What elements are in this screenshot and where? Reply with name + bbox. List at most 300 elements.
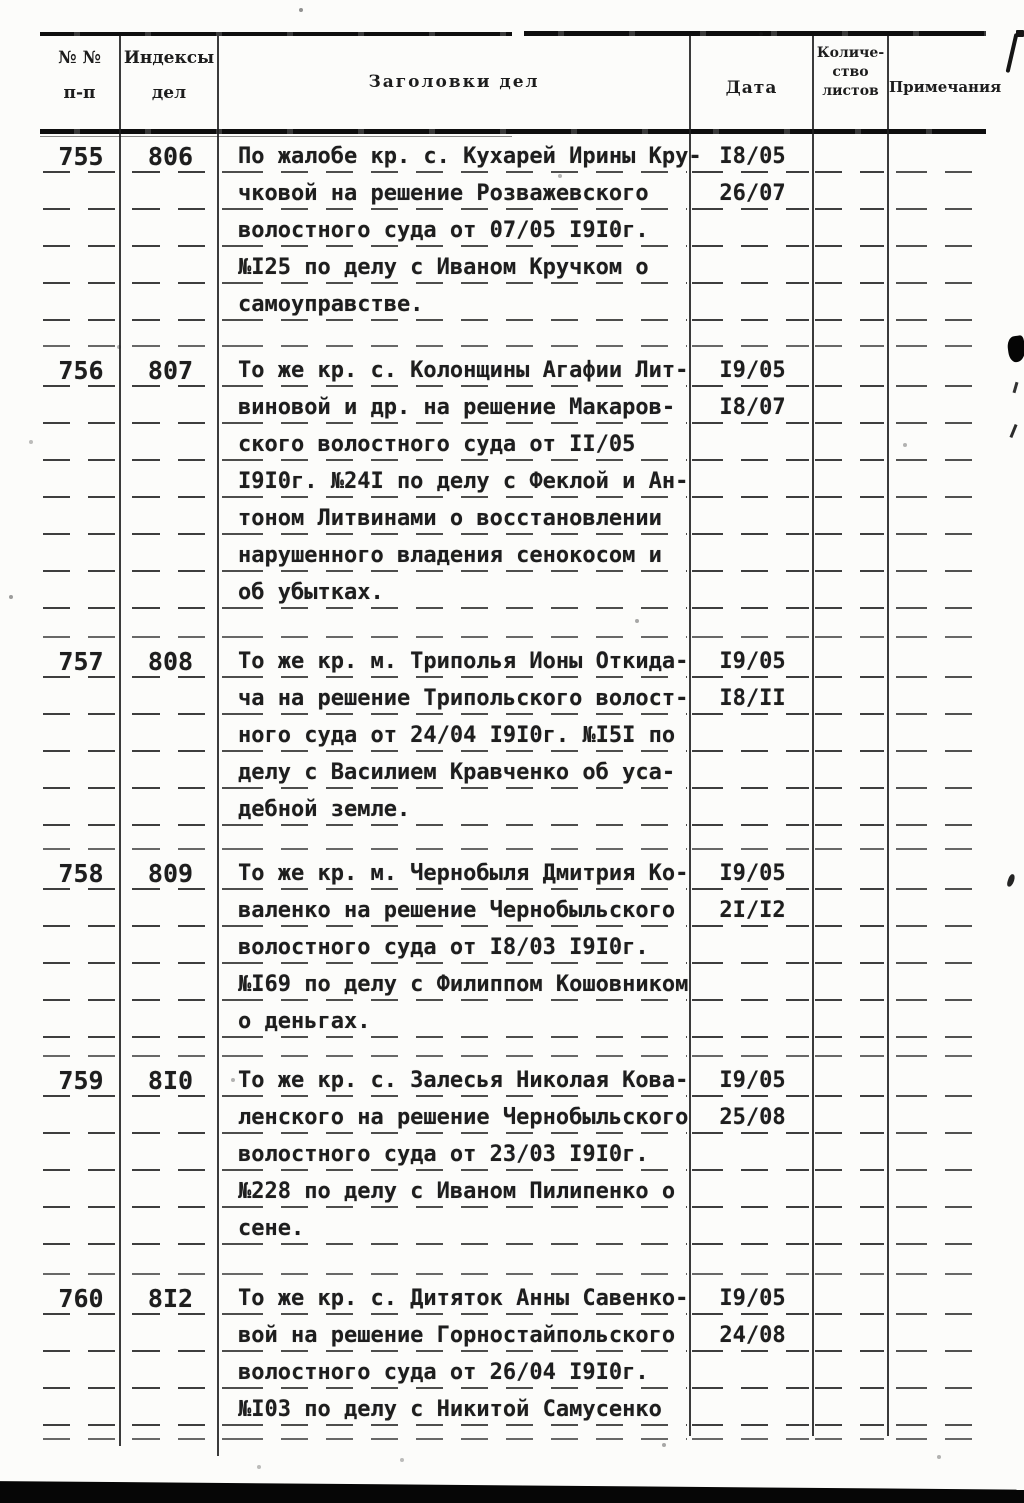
column-header-sheets-line3: листов [822,83,879,99]
cell-date-text: 26/07 [719,181,786,206]
ruled-spacer-line [40,1428,986,1442]
cell-title [221,500,688,537]
cell-date [691,1062,810,1099]
cell-no [42,717,120,754]
cell-index [124,389,217,426]
table-row-line [40,500,986,537]
cell-sheets [814,175,885,212]
table-row-line [40,352,986,389]
cell-sheets [814,611,885,640]
cell-no [42,1173,120,1210]
cell-notes [889,929,985,966]
cell-index [124,643,217,680]
table-row-line [40,286,986,323]
cell-title [221,892,688,929]
cell-index [124,1003,217,1040]
cell-title [221,352,688,389]
cell-title-text: ленского на решение Чернобыльского [238,1105,689,1130]
cell-index [124,212,217,249]
cell-sheets [814,574,885,611]
cell-no [42,1040,120,1059]
cell-title-text: делу с Василием Кравченко об уса- [238,760,676,785]
cell-title-text: ского волостного суда от II/05 [238,432,636,457]
cell-date-text: I8/07 [719,395,786,420]
cell-sheets [814,352,885,389]
cell-date [691,966,810,1003]
cell-index-text: 808 [147,647,194,676]
cell-title-text: чковой на решение Розважевского [238,181,649,206]
cell-date [691,574,810,611]
column-header-sheets [814,44,887,101]
cell-index [124,828,217,852]
cell-title-text: дебной земле. [238,797,411,822]
cell-no [42,426,120,463]
cell-date [691,1099,810,1136]
cell-date [691,754,810,791]
cell-no [42,1428,120,1442]
table-row-line [40,138,986,175]
cell-sheets [814,1173,885,1210]
cell-index [124,680,217,717]
cell-no-text: 757 [58,647,104,676]
cell-title [221,138,702,175]
cell-index [124,1317,217,1354]
table-row-line [40,892,986,929]
cell-notes [889,1062,985,1099]
cell-index [124,426,217,463]
cell-no [42,1354,120,1391]
cell-date [691,892,810,929]
cell-index [124,929,217,966]
cell-title-text: По жалобе кр. с. Кухарей Ирины Кру- [238,144,702,169]
cell-sheets [814,1280,885,1317]
cell-sheets [814,537,885,574]
cell-no [42,1062,120,1099]
cell-date [691,1136,810,1173]
table-top-border-left [40,32,512,36]
cell-notes [889,249,985,286]
cell-notes [889,1280,985,1317]
table-row-line [40,1173,986,1210]
table-row-line [40,966,986,1003]
cell-sheets [814,791,885,828]
cell-index [124,966,217,1003]
cell-title [221,1317,688,1354]
cell-no [42,463,120,500]
cell-title [221,1062,688,1099]
cell-title-text: №I03 по делу с Никитой Самусенко [238,1397,662,1422]
header-separator-echo [40,136,512,137]
table-row-line [40,175,986,212]
cell-no [42,574,120,611]
table-row-line [40,426,986,463]
cell-sheets [814,500,885,537]
cell-notes [889,138,985,175]
cell-index [124,892,217,929]
cell-no [42,791,120,828]
cell-no [42,1003,120,1040]
cell-sheets [814,643,885,680]
cell-title-text: валенко на решение Чернобыльского [238,898,676,923]
cell-date [691,352,810,389]
cell-index [124,574,217,611]
cell-date-text: 2I/I2 [719,898,786,923]
cell-title [221,1391,688,1428]
cell-date [691,1391,810,1428]
cell-index [124,1428,217,1442]
cell-notes [889,1247,985,1277]
cell-notes [889,574,985,611]
cell-date [691,717,810,754]
cell-title [221,1173,688,1210]
cell-sheets [814,1062,885,1099]
cell-title [221,389,688,426]
cell-no [42,611,120,640]
table-row-line [40,1210,986,1247]
table-row-line [40,754,986,791]
column-header-index [121,48,217,103]
cell-index [124,537,217,574]
cell-title-text: нарушенного владения сенокосом и [238,543,662,568]
cell-notes [889,212,985,249]
cell-title [221,1428,688,1442]
cell-no [42,966,120,1003]
cell-date-text: I9/05 [719,649,786,674]
cell-title-text: об убытках. [238,580,384,605]
ruled-spacer-line [40,1247,986,1277]
cell-notes [889,1040,985,1059]
column-header-sheets-line1: Количе- [816,45,885,61]
cell-sheets [814,1210,885,1247]
table-row-line [40,1003,986,1040]
cell-sheets [814,1247,885,1277]
cell-index [124,1247,217,1277]
cell-no-text: 758 [58,859,104,888]
ruled-spacer-line [40,828,986,852]
cell-notes [889,500,985,537]
cell-index [124,717,217,754]
cell-sheets [814,389,885,426]
cell-sheets [814,1136,885,1173]
ruled-spacer-line [40,1040,986,1059]
table-row-line [40,643,986,680]
column-header-no-line2: п-п [63,83,96,103]
cell-title [221,537,688,574]
cell-date-text: I9/05 [719,861,786,886]
cell-notes [889,1354,985,1391]
table-row-line [40,249,986,286]
cell-index [124,323,217,349]
cell-notes [889,175,985,212]
cell-notes [889,1099,985,1136]
cell-date-text: I9/05 [719,1286,786,1311]
scan-artifact-comma-mark [1006,873,1016,887]
cell-date [691,212,810,249]
cell-date [691,1173,810,1210]
cell-title [221,175,688,212]
cell-notes [889,537,985,574]
cell-notes [889,389,985,426]
cell-title-text: виновой и др. на решение Макаров- [238,395,676,420]
cell-date [691,286,810,323]
cell-index-text: 807 [147,356,194,385]
cell-no [42,212,120,249]
table-row-line [40,574,986,611]
cell-sheets [814,1391,885,1428]
cell-no [42,929,120,966]
cell-date [691,1428,810,1442]
cell-no [42,249,120,286]
cell-title-text: вой на решение Горностайпольского [238,1323,676,1348]
cell-title [221,611,688,640]
cell-notes [889,1173,985,1210]
cell-date [691,1317,810,1354]
cell-no [42,1099,120,1136]
cell-no-text: 755 [58,142,104,171]
column-header-title: Заголовки дел [368,72,540,92]
cell-sheets [814,754,885,791]
scan-artifact-tick [1009,424,1017,438]
cell-date [691,1210,810,1247]
cell-no [42,175,120,212]
column-header-sheets-line2: ство [832,64,869,80]
cell-no [42,643,120,680]
cell-notes [889,717,985,754]
table-row-line [40,717,986,754]
scan-artifact-ink-blot [1006,335,1024,363]
cell-date [691,791,810,828]
cell-no [42,828,120,852]
cell-title-text: То же кр. с. Колонщины Агафии Лит- [238,358,689,383]
cell-no [42,389,120,426]
cell-date [691,537,810,574]
cell-date [691,249,810,286]
cell-index [124,1136,217,1173]
cell-index [124,1210,217,1247]
cell-index [124,1099,217,1136]
cell-index [124,1391,217,1428]
cell-index [124,1173,217,1210]
cell-title [221,426,688,463]
cell-index [124,138,217,175]
cell-date [691,611,810,640]
cell-date [691,929,810,966]
scan-edge-black-band [0,1481,1024,1503]
cell-no [42,892,120,929]
cell-date [691,1040,810,1059]
cell-sheets [814,966,885,1003]
cell-no [42,323,120,349]
header-separator-line [40,129,986,134]
cell-index [124,1062,217,1099]
cell-sheets [814,249,885,286]
cell-notes [889,680,985,717]
table-row-line [40,1391,986,1428]
cell-notes [889,1391,985,1428]
cell-no [42,286,120,323]
cell-sheets [814,1428,885,1442]
cell-title-text: ча на решение Трипольского волост- [238,686,689,711]
cell-sheets [814,286,885,323]
cell-title [221,286,688,323]
cell-no [42,1280,120,1317]
scan-artifact-corner-stroke-head [1016,30,1024,37]
cell-sheets [814,929,885,966]
table-row-line [40,212,986,249]
cell-notes [889,1210,985,1247]
cell-notes [889,323,985,349]
cell-notes [889,1136,985,1173]
scan-artifact-corner-stroke [1006,33,1019,73]
cell-sheets [814,463,885,500]
cell-title [221,1280,688,1317]
cell-notes [889,1003,985,1040]
cell-title [221,323,688,349]
cell-title [221,1247,688,1277]
table-row-line [40,1354,986,1391]
cell-date [691,680,810,717]
cell-no [42,855,120,892]
cell-notes [889,828,985,852]
cell-sheets [814,828,885,852]
table-row-line [40,463,986,500]
cell-notes [889,1317,985,1354]
table-row-line [40,855,986,892]
cell-title [221,929,688,966]
cell-no-text: 760 [58,1284,104,1313]
table-row-line [40,1062,986,1099]
scan-artifact-tick [1013,382,1019,393]
cell-title [221,643,688,680]
cell-date-text: 24/08 [719,1323,786,1348]
cell-title [221,791,688,828]
table-row-line [40,389,986,426]
cell-title [221,574,688,611]
cell-title-text: самоуправстве. [238,292,424,317]
cell-title-text: То же кр. м. Чернобыля Дмитрия Ко- [238,861,689,886]
cell-title-text: То же кр. м. Триполья Ионы Откида- [238,649,689,674]
cell-index [124,249,217,286]
cell-index-text: 806 [147,142,194,171]
cell-title [221,1003,688,1040]
column-header-index-line2: дел [151,83,187,103]
cell-no [42,680,120,717]
cell-title-text: №228 по делу с Иваном Пилипенко о [238,1179,676,1204]
cell-notes [889,286,985,323]
cell-title [221,1040,688,1059]
cell-no-text: 756 [58,356,104,385]
cell-sheets [814,892,885,929]
cell-index [124,611,217,640]
cell-index [124,463,217,500]
cell-title [221,212,688,249]
cell-date [691,1247,810,1277]
cell-title-text: волостного суда от 07/05 I9I0г. [238,218,649,243]
cell-sheets [814,323,885,349]
cell-notes [889,754,985,791]
cell-sheets [814,426,885,463]
cell-index-text: 809 [147,859,194,888]
cell-notes [889,426,985,463]
cell-notes [889,463,985,500]
cell-no [42,352,120,389]
cell-index [124,1040,217,1059]
cell-notes [889,352,985,389]
cell-sheets [814,680,885,717]
cell-date [691,828,810,852]
cell-notes [889,791,985,828]
cell-date-text: I9/05 [719,358,786,383]
cell-date [691,175,810,212]
cell-index [124,754,217,791]
cell-date [691,389,810,426]
column-header-no [40,48,119,103]
cell-date [691,1354,810,1391]
column-header-index-line1: Индексы [123,48,215,68]
table-row-line [40,1317,986,1354]
cell-sheets [814,1354,885,1391]
cell-date [691,1003,810,1040]
cell-index [124,352,217,389]
cell-date [691,138,810,175]
cell-sheets [814,1317,885,1354]
cell-date [691,855,810,892]
cell-title [221,463,688,500]
cell-no [42,1136,120,1173]
cell-title-text: №I25 по делу с Иваном Кручком о [238,255,649,280]
cell-title [221,1136,688,1173]
cell-sheets [814,212,885,249]
scan-artifact-speckles [0,0,2,2]
cell-index [124,855,217,892]
cell-title-text: То же кр. с. Залесья Николая Кова- [238,1068,689,1093]
cell-title-text: тоном Литвинами о восстановлении [238,506,662,531]
cell-no [42,1247,120,1277]
cell-title [221,754,688,791]
table-row-line [40,929,986,966]
column-header-no-line1: № № [58,48,101,68]
cell-notes [889,611,985,640]
cell-title [221,828,688,852]
table-row-line [40,680,986,717]
cell-date [691,643,810,680]
cell-title [221,1354,688,1391]
ruled-spacer-line [40,323,986,349]
cell-date-text: I9/05 [719,1068,786,1093]
cell-date [691,426,810,463]
cell-date [691,1280,810,1317]
cell-index-text: 8I2 [147,1284,194,1313]
cell-title-text: о деньгах. [238,1009,371,1034]
cell-index-text: 8I0 [147,1066,194,1095]
cell-no [42,537,120,574]
cell-sheets [814,1003,885,1040]
ruled-spacer-line [40,611,986,640]
cell-title-text: волостного суда от 23/03 I9I0г. [238,1142,649,1167]
cell-title-text: волостного суда от I8/03 I9I0г. [238,935,649,960]
cell-no [42,138,120,175]
cell-date-text: 25/08 [719,1105,786,1130]
cell-title-text: I9I0г. №24I по делу с Феклой и Ан- [238,469,689,494]
table-row-line [40,1136,986,1173]
cell-title-text: ного суда от 24/04 I9I0г. №I5I по [238,723,676,748]
cell-index [124,175,217,212]
cell-index [124,286,217,323]
cell-date-text: I8/II [719,686,786,711]
cell-title-text: сене. [238,1216,305,1241]
cell-no-text: 759 [58,1066,104,1095]
cell-date [691,500,810,537]
